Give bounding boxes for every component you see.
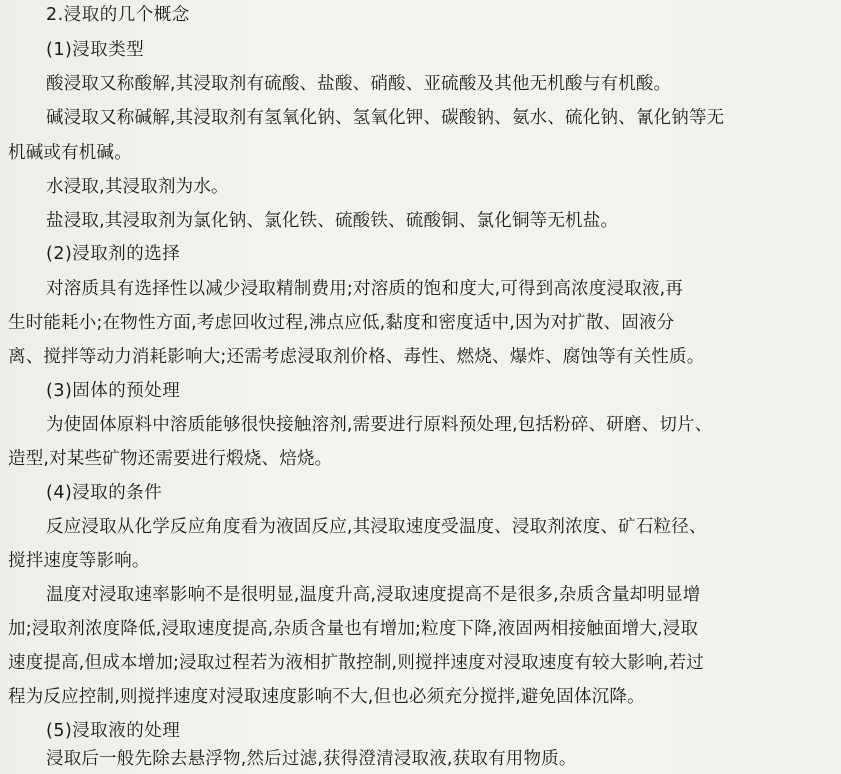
- subsection-title: (5)浸取液的处理: [46, 721, 181, 741]
- subsection-title: (3)固体的预处理: [46, 381, 181, 401]
- subsection-title: (1)浸取类型: [46, 40, 145, 60]
- subsection-title: (2)浸取剂的选择: [46, 244, 181, 264]
- paragraph-line: 温度对浸取速率影响不是很明显,温度升高,浸取速度提高不是很多,杂质含量却明显增: [46, 585, 701, 605]
- paragraph-line: 加;浸取剂浓度降低,浸取速度提高,杂质含量也有增加;粒度下降,液固两相接触面增大,浸取: [8, 619, 699, 639]
- paragraph-line: 程为反应控制,则搅拌速度对浸取速度影响不大,但也必须充分搅拌,避免固体沉降。: [8, 687, 645, 707]
- paragraph-line: 反应浸取从化学反应角度看为液固反应,其浸取速度受温度、浸取剂浓度、矿石粒径、: [46, 517, 707, 537]
- paragraph-line: 机碱或有机碱。: [8, 143, 132, 163]
- paragraph-line: 对溶质具有选择性以减少浸取精制费用;对溶质的饱和度大,可得到高浓度浸取液,再: [46, 279, 684, 299]
- paragraph-line: 盐浸取,其浸取剂为氯化钠、氯化铁、硫酸铁、硫酸铜、氯化铜等无机盐。: [46, 211, 619, 231]
- paragraph-line: 为使固体原料中溶质能够很快接触溶剂,需要进行原料预处理,包括粉碎、研磨、切片、: [46, 415, 713, 435]
- paragraph-line: 速度提高,但成本增加;浸取过程若为液相扩散控制,则搅拌速度对浸取速度有较大影响,若过: [8, 653, 704, 673]
- paragraph-line: 搅拌速度等影响。: [8, 551, 150, 571]
- paragraph-line: 造型,对某些矿物还需要进行煅烧、焙烧。: [8, 449, 333, 469]
- paragraph-line: 浸取后一般先除去悬浮物,然后过滤,获得澄清浸取液,获取有用物质。: [46, 749, 577, 769]
- paragraph-line: 离、搅拌等动力消耗影响大;还需考虑浸取剂价格、毒性、燃烧、爆炸、腐蚀等有关性质。: [8, 347, 705, 367]
- paragraph-line: 生时能耗小;在物性方面,考虑回收过程,沸点应低,黏度和密度适中,因为对扩散、固液分: [8, 313, 675, 333]
- paragraph-line: 水浸取,其浸取剂为水。: [46, 177, 229, 197]
- paragraph-line: 碱浸取又称碱解,其浸取剂有氢氧化钠、氢氧化钾、碳酸钠、氨水、硫化钠、氰化钠等无: [46, 108, 725, 128]
- section-title: 2.浸取的几个概念: [46, 5, 190, 25]
- subsection-title: (4)浸取的条件: [46, 483, 163, 503]
- paragraph-line: 酸浸取又称酸解,其浸取剂有硫酸、盐酸、硝酸、亚硫酸及其他无机酸与有机酸。: [46, 74, 672, 94]
